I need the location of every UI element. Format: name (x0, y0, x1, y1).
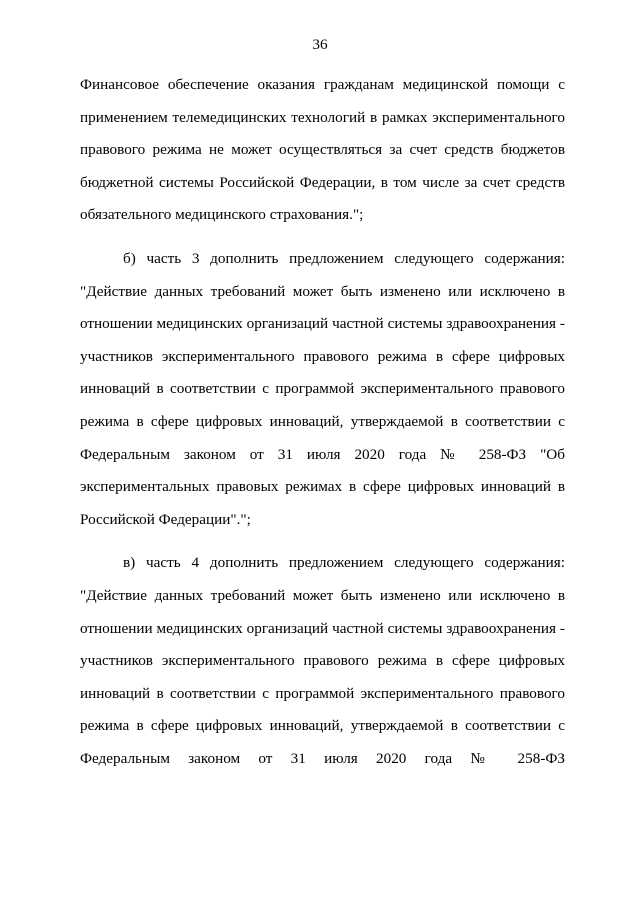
document-body (80, 75, 565, 781)
paragraph (80, 249, 565, 542)
text-line: правового режима не может осуществляться за счет средств бюджетов (80, 141, 565, 159)
text-line: б) часть 3 дополнить предложением следующего содержания: (123, 249, 565, 267)
text-line: режима в сфере цифровых инноваций, утверждаемой в соответствии с (80, 717, 565, 735)
text-line: в) часть 4 дополнить предложением следующего содержания: (123, 554, 565, 572)
text-line: инноваций в соответствии с программой экспериментального правового (80, 380, 565, 398)
paragraph (80, 75, 565, 238)
text-line: инноваций в соответствии с программой экспериментального правового (80, 684, 565, 702)
text-line: участников экспериментального правового режима в сфере цифровых (80, 652, 565, 670)
text-line: "Действие данных требований может быть изменено или исключено в (80, 586, 565, 604)
text-line: обязательного медицинского страхования."; (80, 206, 364, 224)
text-line: применением телемедицинских технологий в рамках экспериментального (80, 108, 565, 126)
text-line: Федеральным законом от 31 июля 2020 года № 258-ФЗ "Об (80, 445, 565, 463)
text-line: отношении медицинских организаций частной системы здравоохранения - (80, 315, 565, 333)
text-line: режима в сфере цифровых инноваций, утверждаемой в соответствии с (80, 412, 565, 430)
text-line: отношении медицинских организаций частной системы здравоохранения - (80, 619, 565, 637)
paragraph-gap (80, 542, 565, 553)
text-line: Финансовое обеспечение оказания гражданам медицинской помощи с (80, 76, 565, 93)
text-line: бюджетной системы Российской Федерации, в том числе за счет средств (80, 173, 565, 191)
text-line: Российской Федерации"."; (80, 510, 251, 528)
text-line: экспериментальных правовых режимах в сфере цифровых инноваций в (80, 478, 565, 496)
text-line: Федеральным законом от 31 июля 2020 года № 258-ФЗ (80, 749, 565, 767)
paragraph (80, 553, 565, 781)
text-line: "Действие данных требований может быть изменено или исключено в (80, 282, 565, 300)
paragraph-gap (80, 238, 565, 249)
page-number: 36 (312, 36, 328, 53)
text-line: участников экспериментального правового режима в сфере цифровых (80, 347, 565, 365)
